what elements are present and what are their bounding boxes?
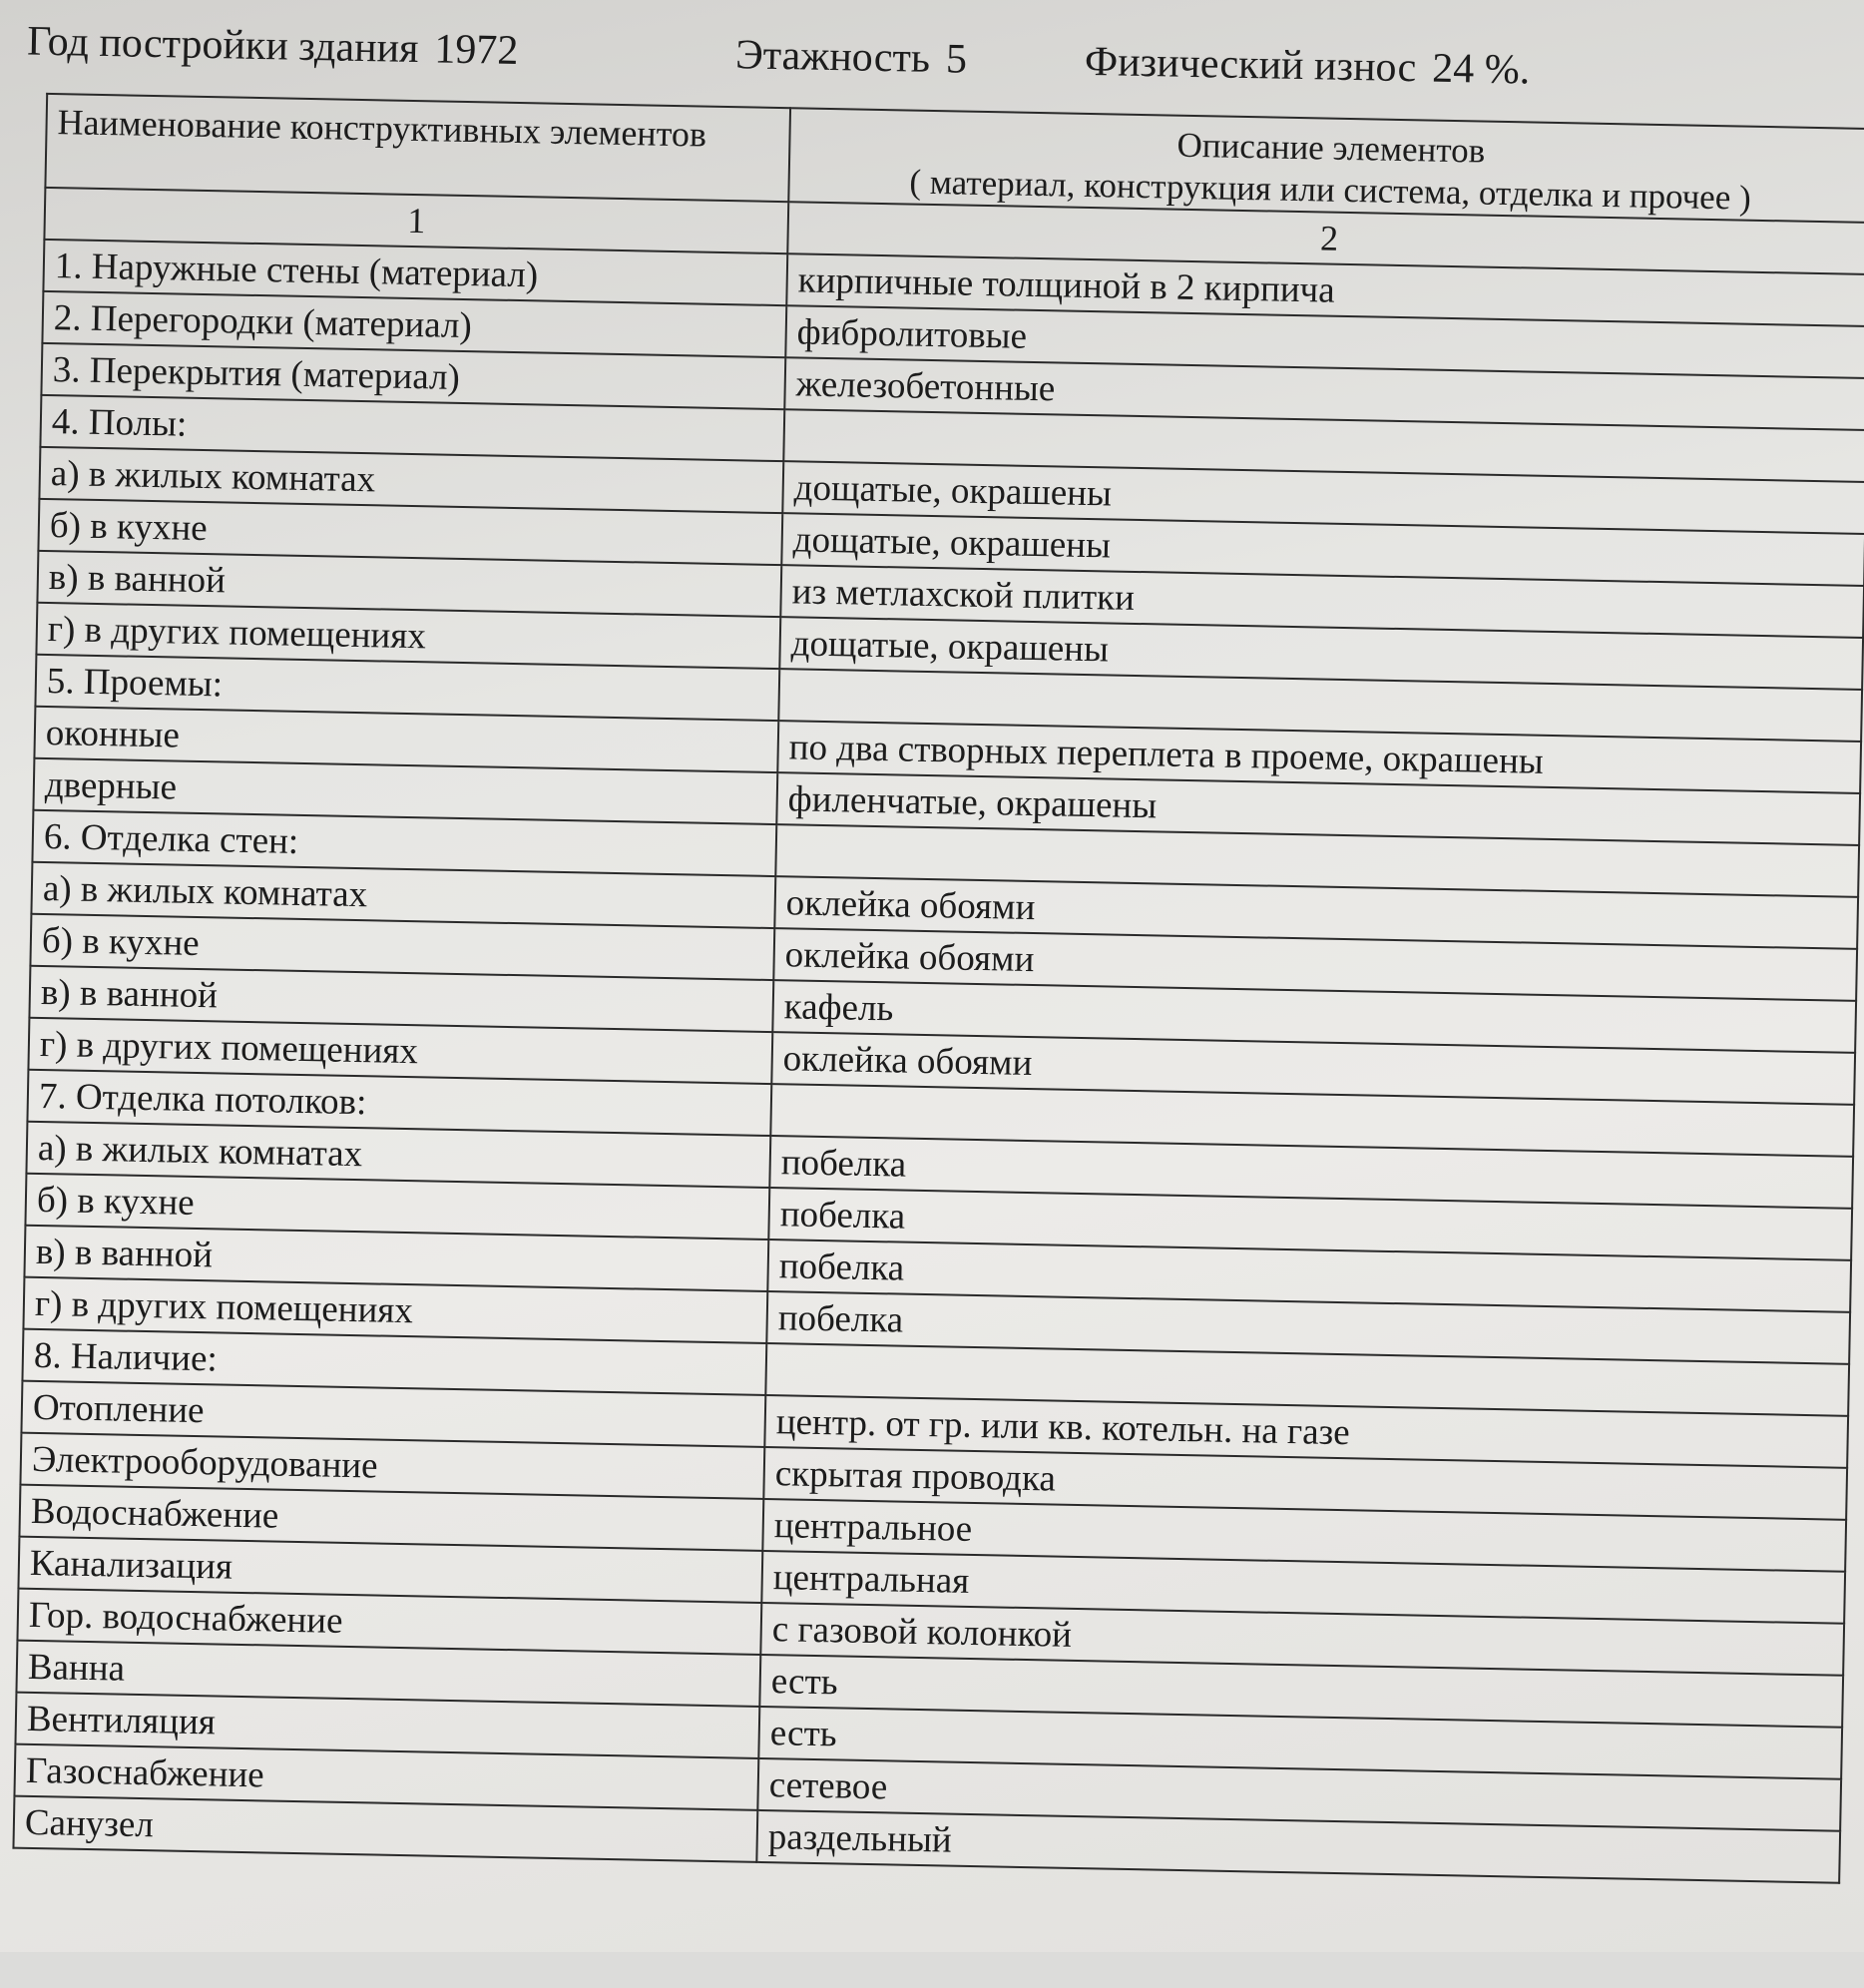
element-description: дощатые, окрашены (782, 461, 1864, 534)
element-description: дощатые, окрашены (781, 513, 1864, 586)
element-name: 2. Перегородки (материал) (42, 291, 786, 357)
structural-elements-table (12, 93, 1864, 1884)
element-description: кирпичные толщиной в 2 кирпича (786, 253, 1864, 326)
section-heading: 5. Проемы: (35, 655, 779, 721)
physical-wear-label: Физический износ (1084, 38, 1417, 92)
column-header-description-line2: ( материал, конструкция или система, отделка и прочее ) (909, 162, 1752, 218)
construction-year (27, 7, 520, 86)
floor-count-label: Этажность (734, 32, 931, 82)
construction-year-label: Год постройки здания (26, 18, 419, 73)
building-info-line (27, 7, 1824, 112)
element-description: с газовой колонкой (760, 1603, 1844, 1676)
element-name: а) в жилых комнатах (39, 447, 783, 513)
element-name: Вентиляция (15, 1693, 759, 1758)
section-heading: 7. Отделка потолков: (27, 1070, 771, 1136)
element-name: Газоснабжение (14, 1744, 758, 1810)
element-name: б) в кухне (30, 914, 774, 980)
element-name: а) в жилых комнатах (31, 862, 775, 928)
element-description: дощатые, окрашены (779, 617, 1863, 690)
section-heading: 8. Наличие: (22, 1329, 766, 1395)
element-description: железобетонные (784, 357, 1864, 430)
element-description: побелка (767, 1240, 1851, 1312)
element-name: в) в ванной (37, 551, 781, 617)
element-name: 3. Перекрытия (материал) (41, 343, 785, 409)
element-name: г) в других помещениях (28, 1018, 772, 1084)
element-description: побелка (768, 1188, 1852, 1260)
element-name: в) в ванной (29, 966, 773, 1032)
column-number-2: 2 (787, 202, 1864, 274)
element-description: центральное (762, 1499, 1846, 1572)
element-description: из метлахской плитки (780, 565, 1864, 638)
element-description: оклейка обоями (773, 928, 1857, 1001)
element-name: Санузел (13, 1796, 757, 1862)
physical-wear (1084, 27, 1531, 106)
column-header-description-line1: Описание элементов (1176, 125, 1486, 171)
element-description: центральная (761, 1551, 1845, 1624)
column-header-name: Наименование конструктивных элементов (45, 94, 790, 202)
element-name: Канализация (18, 1537, 762, 1603)
element-description: сетевое (757, 1758, 1841, 1831)
section-heading: 4. Полы: (40, 395, 784, 461)
column-number-1: 1 (44, 188, 788, 253)
element-name: Ванна (16, 1641, 760, 1707)
element-description: есть (759, 1655, 1843, 1728)
physical-wear-value: 24 %. (1431, 45, 1531, 94)
element-description: побелка (766, 1291, 1850, 1364)
element-name: а) в жилых комнатах (26, 1122, 770, 1188)
element-name: Электрооборудование (20, 1433, 764, 1499)
element-description: филенчатые, окрашены (776, 772, 1860, 845)
element-description: оклейка обоями (774, 876, 1858, 949)
element-name: 1. Наружные стены (материал) (43, 240, 787, 305)
element-description: центр. от гр. или кв. котельн. на газе (764, 1395, 1848, 1468)
floor-count (734, 20, 967, 94)
floor-count-value: 5 (945, 36, 968, 83)
element-name: оконные (34, 707, 778, 772)
section-heading: 6. Отделка стен: (32, 810, 776, 876)
element-description: скрытая проводка (763, 1447, 1847, 1520)
element-name: дверные (33, 758, 777, 824)
element-name: б) в кухне (38, 499, 782, 565)
element-name: Отопление (21, 1381, 765, 1447)
element-description: раздельный (756, 1810, 1840, 1883)
element-name: б) в кухне (25, 1174, 769, 1240)
element-description: фибролитовые (785, 305, 1864, 378)
element-description: есть (758, 1707, 1842, 1779)
element-description: по два створных переплета в проеме, окрашены (777, 721, 1861, 793)
element-name: г) в других помещениях (36, 603, 780, 669)
construction-year-value: 1972 (433, 26, 519, 74)
element-description: кафель (772, 980, 1856, 1053)
element-description: оклейка обоями (771, 1032, 1855, 1105)
element-name: г) в других помещениях (23, 1277, 767, 1343)
element-name: Водоснабжение (19, 1485, 763, 1551)
element-name: в) в ванной (24, 1226, 768, 1291)
element-description: побелка (769, 1136, 1853, 1209)
element-name: Гор. водоснабжение (17, 1589, 761, 1655)
